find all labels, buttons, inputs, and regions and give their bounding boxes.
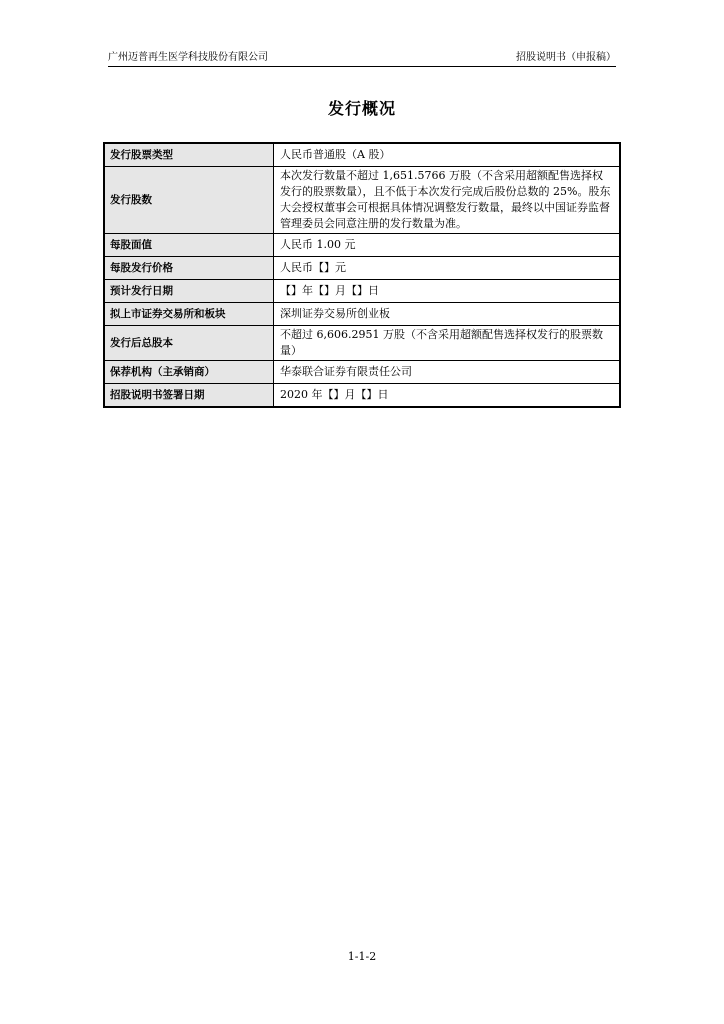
table-row	[104, 143, 620, 167]
table-row	[104, 234, 620, 257]
row-label: 保荐机构（主承销商）	[104, 361, 274, 384]
row-value: 不超过 6,606.2951 万股（不含采用超额配售选择权发行的股票数量）	[274, 326, 621, 361]
row-label: 发行后总股本	[104, 326, 274, 361]
header-document-type: 招股说明书（申报稿）	[516, 52, 616, 63]
row-value: 人民币【】元	[274, 257, 621, 280]
row-value: 本次发行数量不超过 1,651.5766 万股（不含采用超额配售选择权发行的股票数量），且不低于本次发行完成后股份总数的 25%。股东大会授权董事会可根据具体情况调整发行数量，最终以中国证券监督管理委员会同意注册的发行数量为准。	[274, 167, 621, 234]
row-value: 2020 年【】月【】日	[274, 384, 621, 408]
row-value: 华泰联合证券有限责任公司	[274, 361, 621, 384]
table-row	[104, 361, 620, 384]
table-row	[104, 303, 620, 326]
table-row	[104, 257, 620, 280]
table-row	[104, 280, 620, 303]
row-label: 发行股票类型	[104, 143, 274, 167]
header-company-name: 广州迈普再生医学科技股份有限公司	[108, 52, 268, 63]
row-label: 每股发行价格	[104, 257, 274, 280]
row-value: 【】年【】月【】日	[274, 280, 621, 303]
row-label: 招股说明书签署日期	[104, 384, 274, 408]
table-row	[104, 326, 620, 361]
page-header	[108, 51, 616, 65]
row-label: 每股面值	[104, 234, 274, 257]
row-value: 人民币普通股（A 股）	[274, 143, 621, 167]
table-row	[104, 384, 620, 408]
page-number: 1-1-2	[347, 950, 377, 963]
row-value: 人民币 1.00 元	[274, 234, 621, 257]
row-label: 发行股数	[104, 167, 274, 234]
table-row	[104, 167, 620, 234]
row-value: 深圳证券交易所创业板	[274, 303, 621, 326]
row-label: 预计发行日期	[104, 280, 274, 303]
row-label: 拟上市证券交易所和板块	[104, 303, 274, 326]
page-title: 发行概况	[327, 99, 396, 118]
header-divider	[108, 66, 616, 67]
issuance-overview-table	[103, 142, 621, 408]
